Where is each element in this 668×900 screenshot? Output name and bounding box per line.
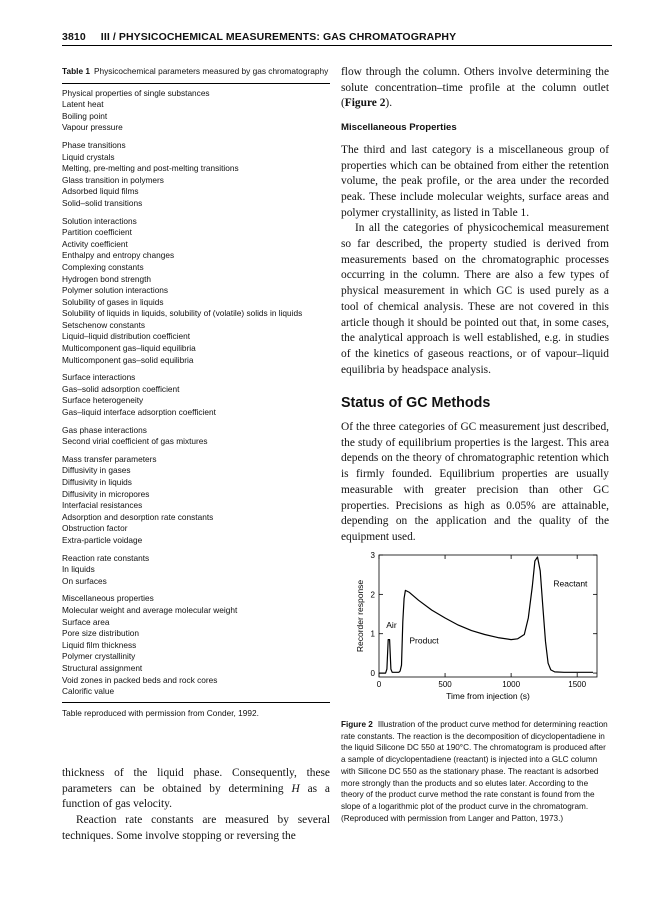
- table-row: Boiling point: [62, 110, 108, 121]
- annotation-reactant: Reactant: [553, 578, 588, 589]
- x-tick-label: 0: [376, 680, 382, 689]
- table-label: Table 1: [62, 66, 90, 76]
- table-row: Liquid crystals: [62, 151, 115, 162]
- table-row: On surfaces: [62, 575, 107, 586]
- table-group: [62, 216, 330, 367]
- table-row: Enthalpy and entropy changes: [62, 250, 175, 261]
- table-caption: [62, 66, 330, 78]
- figure-label: Figure 2: [341, 720, 373, 729]
- x-tick-label: 1500: [568, 680, 587, 689]
- misc-properties-heading: Miscellaneous Properties: [341, 122, 457, 134]
- table-row: Pore size distribution: [62, 628, 140, 639]
- y-tick-label: 3: [370, 551, 375, 560]
- table-row: Activity coefficient: [62, 238, 128, 249]
- variable-H: H: [291, 782, 300, 795]
- text-run: thickness of the liquid phase. Consequently, these parameters can be obtained by determining: [62, 767, 330, 795]
- table-row: Interfacial resistances: [62, 500, 143, 511]
- table-row: Solubility of gases in liquids: [62, 296, 164, 307]
- table-row: Solid–solid transitions: [62, 197, 143, 208]
- chromatogram-line: [379, 557, 593, 673]
- table-row: Liquid film thickness: [62, 639, 137, 650]
- table-row: Glass transition in polymers: [62, 174, 164, 185]
- table-group-heading: Mass transfer parameters: [62, 453, 157, 464]
- annotation-air: Air: [386, 619, 397, 630]
- table-row: Liquid–liquid distribution coefficient: [62, 331, 191, 342]
- table-row: Polymer solution interactions: [62, 285, 169, 296]
- table-group-heading: Phase transitions: [62, 139, 126, 150]
- table-row: Second virial coefficient of gas mixtures: [62, 436, 208, 447]
- paragraph: Reaction rate constants are measured by several techniques. Some involve stopping or reversing the: [62, 814, 330, 842]
- running-header: [62, 31, 612, 43]
- table-row: Diffusivity in micropores: [62, 488, 150, 499]
- table-group-heading: Gas phase interactions: [62, 424, 147, 435]
- table-group-heading: Miscellaneous properties: [62, 593, 154, 604]
- table-row: Partition coefficient: [62, 227, 132, 238]
- paragraph: The third and last category is a miscellaneous group of properties which can be obtained from either the retention volume, the peak profile, or the area under the recorded peak. These include molecular weights, surface areas and polymer crystallinity, as listed in Table 1.: [341, 143, 609, 219]
- chromatogram-svg: [341, 548, 611, 710]
- table-row: Surface heterogeneity: [62, 395, 144, 406]
- table-row: Diffusivity in gases: [62, 465, 131, 476]
- section-heading: Status of GC Methods: [341, 395, 491, 412]
- table-bottom-rule: [62, 702, 330, 703]
- left-column-text: [62, 766, 330, 845]
- y-axis-label: Recorder response: [355, 579, 365, 653]
- table-group-heading: Reaction rate constants: [62, 552, 150, 563]
- x-tick-label: 1000: [502, 680, 521, 689]
- text-run: ).: [385, 97, 393, 110]
- table-row: Complexing constants: [62, 261, 144, 272]
- y-tick-label: 1: [370, 629, 375, 639]
- paragraph: [341, 65, 609, 112]
- text-run: as a function of gas velocity.: [62, 782, 330, 811]
- table-group-heading: Solution interactions: [62, 215, 137, 226]
- table-group: [62, 372, 330, 418]
- table-row: Latent heat: [62, 99, 104, 110]
- x-tick-label: 500: [438, 680, 452, 689]
- table-group: [62, 454, 330, 547]
- figure-2-chart: [341, 548, 611, 710]
- figure-reference[interactable]: Figure 2: [344, 97, 386, 110]
- table-row: Solubility of liquids in liquids, solubility of (volatile) solids in liquids: [62, 308, 303, 319]
- table-footnote: Table reproduced with permission from Conder, 1992.: [62, 707, 259, 718]
- table-group: [62, 425, 330, 448]
- table-row: Obstruction factor: [62, 523, 128, 534]
- y-tick-label: 2: [370, 590, 375, 600]
- page-number: 3810: [62, 31, 86, 43]
- header-rule: [62, 45, 612, 46]
- paragraph: Of the three categories of GC measurement just described, the study of equilibrium properties is the largest. This area depends on the theory of chromatographic retention which is firmly founded. Equilibrium properties are usually measurable with greater precision than other GC properties. Precisions as high as 0.05% are attainable, depending on the application and the quality of the equipment used.: [341, 421, 609, 543]
- table-row: In liquids: [62, 564, 95, 575]
- table-group: [62, 553, 330, 588]
- table-row: Diffusivity in liquids: [62, 477, 132, 487]
- table-row: Gas–liquid interface adsorption coefficient: [62, 407, 216, 418]
- table-caption-text: Physicochemical parameters measured by gas chromatography: [93, 66, 329, 76]
- table-row: Surface area: [62, 616, 110, 627]
- table-1: [62, 66, 330, 719]
- table-row: Adsorbed liquid films: [62, 186, 139, 197]
- table-row: Setschenow constants: [62, 319, 146, 330]
- plot-frame: [379, 555, 597, 677]
- table-body: [62, 88, 330, 698]
- table-group: [62, 140, 330, 210]
- paragraph: In all the categories of physicochemical measurement so far described, the property studied is derived from measurements based on the chromatographic processes occurring in the column. There are also a few types of physical measurement in which GC is used purely as a tool of chemical analysis. These are not covered in this article though it should be pointed out that, in some cases, the analytical approach is well established, e.g. in studies of the kinetics of gaseous reactions, or of vapour–liquid equilibria by headspace analysis.: [341, 222, 609, 376]
- text-run: flow through the column. Others involve determining the solute concentration–time profile at the column outlet (: [341, 66, 609, 110]
- y-tick-label: 0: [370, 669, 375, 679]
- x-axis-label: Time from injection (s): [446, 691, 530, 701]
- table-group-heading: Physical properties of single substances: [62, 87, 210, 98]
- table-row: Adsorption and desorption rate constants: [62, 511, 214, 522]
- table-row: Multicomponent gas–solid equilibria: [62, 354, 194, 365]
- table-row: Molecular weight and average molecular weight: [62, 604, 238, 615]
- right-column-text: [341, 65, 609, 546]
- table-row: Calorific value: [62, 686, 115, 697]
- table-row: Melting, pre-melting and post-melting transitions: [62, 163, 239, 174]
- table-row: Vapour pressure: [62, 122, 123, 133]
- annotation-product: Product: [409, 635, 439, 646]
- paragraph: [62, 766, 330, 813]
- table-group: [62, 593, 330, 697]
- table-group-heading: Surface interactions: [62, 372, 136, 383]
- table-group: [62, 88, 330, 134]
- table-row: Polymer crystallinity: [62, 651, 136, 662]
- table-row: Hydrogen bond strength: [62, 273, 152, 284]
- table-row: Extra-particle voidage: [62, 534, 143, 545]
- table-row: Void zones in packed beds and rock cores: [62, 674, 218, 685]
- table-row: Gas–solid adsorption coefficient: [62, 383, 180, 394]
- running-title: III / PHYSICOCHEMICAL MEASUREMENTS: GAS CHROMATOGRAPHY: [100, 31, 457, 43]
- figure-caption: [341, 719, 611, 824]
- table-row: Multicomponent gas–liquid equilibria: [62, 343, 196, 354]
- table-top-rule: [62, 83, 330, 84]
- figure-caption-text: Illustration of the product curve method for determining reaction rate constants. The reaction is the decomposition of dicyclopentadiene in the liquid Silicone DC 550 at 190°C. The chromatogram is produced after a sample of dicyclopentadiene (reactant) is injected into a GLC column with Silicone DC 550 as the stationary phase. The reactant is adsorbed more strongly than the products and so elutes later. According to the theory of the product curve method the rate constant is found from the slope of a logarithmic plot of the product curve in the chromatogram. (Reproduced with permission from Langer and Patton, 1973.): [341, 720, 608, 823]
- table-row: Structural assignment: [62, 662, 143, 673]
